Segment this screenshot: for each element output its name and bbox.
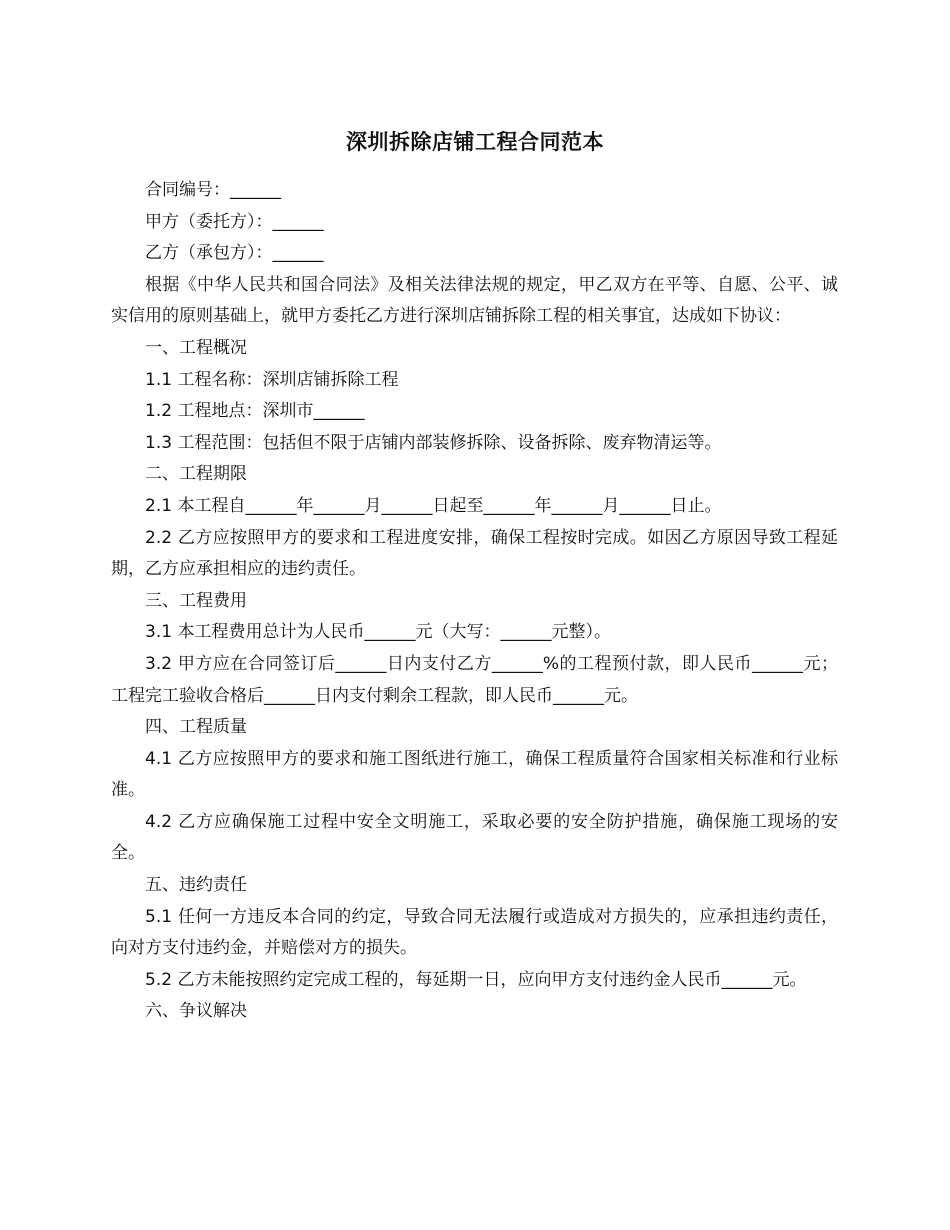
- clause-4-1: 4.1 乙方应按照甲方的要求和施工图纸进行施工，确保工程质量符合国家相关标准和行业标准。: [111, 748, 838, 801]
- party-b-line: 乙方（承包方）：______: [145, 243, 324, 264]
- clause-2-2: 2.2 乙方应按照甲方的要求和工程进度安排，确保工程按时完成。如因乙方原因导致工程延期，乙方应承担相应的违约责任。: [111, 527, 838, 580]
- party-a-line: 甲方（委托方）：______: [145, 211, 324, 232]
- section-heading-6: 六、争议解决: [145, 1001, 247, 1022]
- preamble-paragraph: 根据《中华人民共和国合同法》及相关法律法规的规定，甲乙双方在平等、自愿、公平、诚实信用的原则基础上，就甲方委托乙方进行深圳店铺拆除工程的相关事宜，达成如下协议：: [111, 274, 838, 327]
- section-heading-5: 五、违约责任: [145, 875, 247, 896]
- clause-3-1: 3.1 本工程费用总计为人民币______元（大写：______元整）。: [145, 622, 611, 643]
- clause-5-1: 5.1 任何一方违反本合同的约定，导致合同无法履行或造成对方损失的，应承担违约责任，向对方支付违约金，并赔偿对方的损失。: [111, 906, 838, 959]
- clause-4-2: 4.2 乙方应确保施工过程中安全文明施工，采取必要的安全防护措施，确保施工现场的安全。: [111, 811, 838, 864]
- document-body: [111, 175, 838, 1028]
- clause-1-3: 1.3 工程范围：包括但不限于店铺内部装修拆除、设备拆除、废弃物清运等。: [145, 432, 722, 453]
- clause-5-2: 5.2 乙方未能按照约定完成工程的，每延期一日，应向甲方支付违约金人民币______元。: [145, 969, 807, 990]
- clause-3-2: 3.2 甲方应在合同签订后______日内支付乙方______%的工程预付款，即人民币______元；工程完工验收合格后______日内支付剩余工程款，即人民币______元。: [111, 653, 838, 706]
- section-heading-2: 二、工程期限: [145, 464, 247, 485]
- document-title: 深圳拆除店铺工程合同范本: [346, 130, 604, 154]
- clause-1-2: 1.2 工程地点：深圳市______: [145, 401, 365, 422]
- clause-1-1: 1.1 工程名称：深圳店铺拆除工程: [145, 369, 399, 390]
- clause-2-1: 2.1 本工程自______年______月______日起至______年______月______日止。: [145, 495, 722, 516]
- contract-number-line: 合同编号：______: [145, 180, 281, 200]
- section-heading-3: 三、工程费用: [145, 590, 247, 611]
- section-heading-4: 四、工程质量: [145, 717, 247, 738]
- section-heading-1: 一、工程概况: [145, 337, 247, 358]
